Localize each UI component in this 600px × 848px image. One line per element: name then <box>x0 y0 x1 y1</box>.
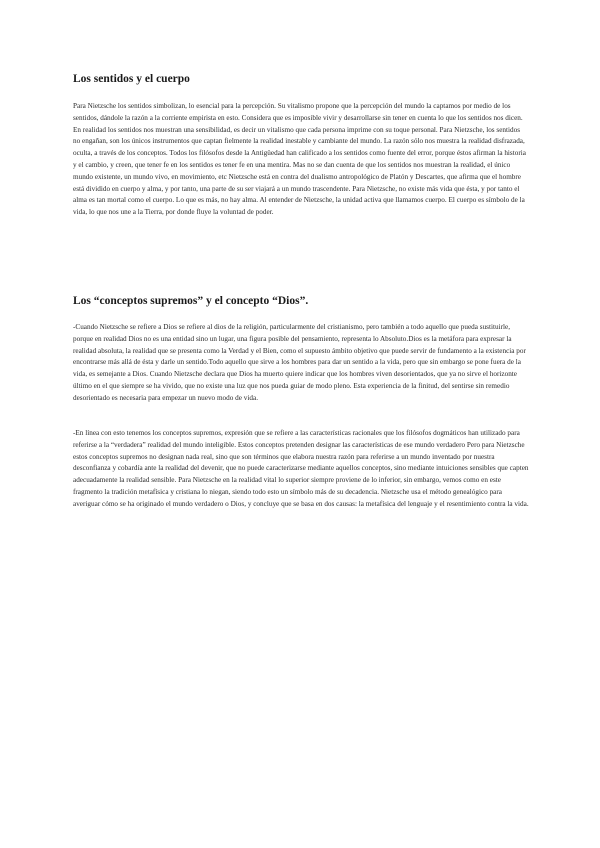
section-title-conceptos-dios: Los “conceptos supremos” y el concepto “Dios”. <box>73 295 309 307</box>
paragraph-sentidos-cuerpo: Para Nietzsche los sentidos simbolizan, lo esencial para la percepción. Su vitalismo propone que la percepción del mundo la captamos por medio de los sentidos, dándole la razón a la corriente empirista en esto. Considera que es imposible vivir y desarrollarse sin tener en cuenta lo que los sentidos nos dicen. En realidad los sentidos nos muestran una sensibilidad, es decir un vitalismo que cada persona imprime con su toque personal. Para Nietzsche, los sentidos no engañan, son los únicos instrumentos que captan fielmente la realidad inestable y cambiante del mundo. La razón sólo nos muestra la realidad disfrazada, oculta, a través de los conceptos. Todos los filósofos desde la Antigüedad han calificado a los sentidos como fuente del error, porque éstos afirman la historia y el cambio, y creen, que tener fe en los sentidos es tener fe en una mentira. Mas no se dan cuenta de que los sentidos nos muestran la realidad, el único mundo existente, un mundo vivo, en movimiento, etc Nietzsche está en contra del dualismo antropológico de Platón y Descartes, que afirma que el hombre está dividido en cuerpo y alma, y por tanto, una parte de su ser viajará a un mundo trascendente. Para Nietzsche, no existe más vida que ésta, y por tanto el alma es tan mortal como el cuerpo. Lo que es más, no hay alma. Al entender de Nietzsche, la unidad activa que llamamos cuerpo. El cuerpo es símbolo de la vida, lo que nos une a la Tierra, por donde fluye la voluntad de poder. <box>73 102 526 217</box>
paragraph-conceptos-supremos: -En línea con esto tenemos los conceptos supremos, expresión que se refiere a las características racionales que los filósofos dogmáticos han utilizado para referirse a la “verdadera” realidad del mundo inteligible. Estos conceptos pretenden designar las características de ese mundo verdadero Pero para Nietzsche estos conceptos supremos no designan nada real, sino que son términos que elabora nuestra razón para referirse a un mundo inventado por nuestra desconfianza y cobardía ante la realidad del devenir, que no puede caracterizarse mediante aquellos conceptos, sino mediante intuiciones sensibles que capten adecuadamente la realidad sensible. Para Nietzsche en la realidad vital lo superior siempre proviene de lo inferior, sin embargo, vemos como en este fragmento la tradición metafísica y cristiana lo niegan, siendo todo esto un símbolo más de su decadencia. Nietzsche usa el método genealógico para averiguar cómo se ha originado el mundo verdadero o Dios, y concluye que se basa en dos causas: la metafísica del lenguaje y el resentimiento contra la vida. <box>73 429 529 508</box>
section-title-sentidos-cuerpo: Los sentidos y el cuerpo <box>73 73 190 85</box>
paragraph-dios: -Cuando Nietzsche se refiere a Dios se refiere al dios de la religión, particularmente del cristianismo, pero también a todo aquello que pueda sustituirle, porque en realidad Dios no es una entidad sino un lugar, una figura posible del pensamiento, representa lo Absoluto.Dios es la metáfora para expresar la realidad absoluta, la realidad que se presenta como la Verdad y el Bien, como el supuesto ámbito objetivo que puede servir de fundamento a la existencia por encontrarse más allá de ésta y darle un sentido.Todo aquello que sirve a los hombres para dar un sentido a la vida, pero que sin embargo se pone fuera de la vida, es semejante a Dios. Cuando Nietzsche declara que Dios ha muerto quiere indicar que los hombres viven desorientados, que ya no sirve el horizonte último en el que siempre se ha vivido, que no existe una luz que nos pueda guiar de modo pleno. Esta experiencia de la finitud, del sentirse sin remedio desorientado es necesaria para empezar un nuevo modo de vida. <box>73 323 526 402</box>
